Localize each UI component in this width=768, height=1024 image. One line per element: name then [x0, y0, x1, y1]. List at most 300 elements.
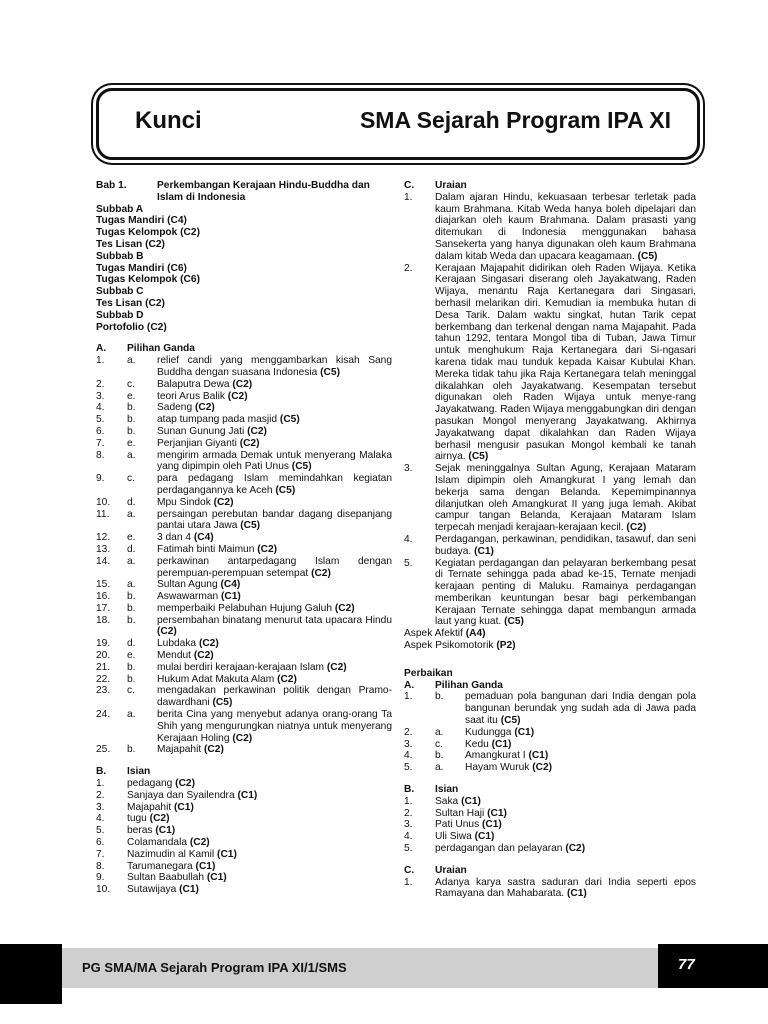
answer-option: a. [127, 555, 136, 567]
bab-label: Bab 1. [96, 180, 127, 191]
answer-row [96, 544, 392, 556]
answer-option: b. [127, 591, 136, 603]
pg-letter: A. [96, 343, 107, 355]
answer-row [96, 438, 392, 450]
answer-text-body: Sadeng [157, 402, 193, 414]
answer-level: (C5) [320, 366, 340, 378]
answer-row [404, 796, 696, 808]
subbab-list [96, 204, 392, 334]
answer-text-body: Aswawarman [157, 591, 219, 603]
answer-level: (C1) [237, 789, 258, 801]
answer-row [96, 603, 392, 615]
answer-row [96, 391, 392, 403]
answer-number: 5. [96, 825, 105, 837]
answer-text [127, 849, 392, 861]
answer-level: (C2) [326, 661, 347, 673]
answer-option: d. [127, 638, 136, 650]
answer-text-body: Colamandala [127, 837, 188, 849]
answer-number: 2. [96, 789, 105, 801]
answer-text [157, 509, 392, 533]
answer-row [96, 778, 392, 790]
answer-number: 8. [96, 860, 105, 872]
answer-row [404, 534, 696, 558]
subbab-item: Tugas Mandiri (C4) [96, 215, 187, 227]
answer-option: d. [127, 543, 136, 555]
answer-text [157, 450, 392, 474]
footer-left-block [0, 944, 62, 1004]
answer-option: d. [127, 496, 136, 508]
answer-option: b. [127, 414, 136, 426]
answer-level: (C2) [257, 543, 278, 555]
answer-row [96, 674, 392, 686]
answer-text [157, 556, 392, 580]
answer-text-body: Balaputra Dewa [157, 378, 230, 390]
answer-option: e. [127, 390, 136, 402]
answer-row [96, 884, 392, 896]
answer-text-body: atap tumpang pada masjid [157, 414, 278, 426]
answer-level: (C2) [204, 744, 224, 756]
answer-text-body: persembahan binatang menurut tata upacara Hindu [157, 614, 392, 626]
answer-text-body: perkawinan antarpedagang Islam dengan perempuan-perempuan setempat [157, 555, 392, 579]
answer-text [157, 544, 392, 556]
answer-row [96, 837, 392, 849]
answer-option: b. [127, 402, 136, 414]
answer-option: a. [435, 762, 444, 774]
answer-text [157, 414, 392, 426]
answer-text-body: memperbaiki Pelabuhan Hujung Galuh [157, 602, 332, 614]
uraian-title: Uraian [435, 180, 467, 191]
answer-number: 15. [96, 579, 111, 591]
answer-text [157, 402, 392, 414]
answer-number: 17. [96, 602, 111, 614]
answer-text-body: relief candi yang menggambarkan kisah Sang Buddha dengan suasana Indonesia [157, 355, 392, 378]
answer-option: b. [127, 744, 136, 756]
answer-number: 3. [404, 819, 413, 831]
answer-level: (C2) [247, 425, 267, 437]
answer-level: (C4) [220, 579, 241, 591]
answer-number: 4. [404, 533, 413, 545]
answer-option: a. [127, 449, 136, 461]
header-kunci: Kunci [135, 107, 202, 134]
answer-row [404, 843, 696, 855]
isian-title: Isian [127, 766, 151, 778]
pg-heading [96, 343, 392, 355]
answer-row [96, 426, 392, 438]
answer-level: (C1) [487, 807, 507, 819]
answer-text-body: Sultan Baabullah [127, 872, 205, 884]
answer-number: 23. [96, 685, 111, 697]
subbab-item: Subbab D [96, 309, 144, 321]
answer-number: 5. [96, 414, 105, 426]
answer-number: 14. [96, 555, 111, 567]
answer-text-body: Adanya karya sastra saduran dari India seperti epos Ramayana dan Mahabarata. [435, 876, 696, 900]
answer-row [96, 497, 392, 509]
subbab-item: Subbab B [96, 250, 144, 262]
answer-text-body: Sultan Agung [157, 579, 218, 591]
answer-number: 25. [96, 744, 111, 756]
left-column [96, 180, 392, 896]
answer-option: e. [127, 532, 136, 544]
answer-number: 19. [96, 638, 111, 650]
answer-level: (C2) [277, 673, 297, 685]
answer-text-body: Kegiatan perdagangan dan pelayaran berkembang pesat di Ternate sehingga pada abad ke-15, Ternate menjadi kerajaan penting di Maluku. Ramainya perdagangan memberikan keuntungan besar bagi perkembangan Kerajaan Ternate sehingga dapat membangun armada laut yang kuat. [435, 557, 696, 628]
answer-row [404, 691, 696, 726]
answer-text [435, 819, 696, 831]
answer-number: 10. [96, 496, 111, 508]
subbab-item: Tes Lisan (C2) [96, 238, 165, 250]
answer-number: 3. [404, 463, 413, 475]
answer-number: 3. [404, 738, 413, 750]
answer-text-body: Sejak meninggalnya Sultan Agung, Kerajaan Mataram Islam dipimpin oleh Amangkurat I yang lemah dan bekerja sama dengan Belanda. Kepemimpinannya dilanjutkan oleh Amangkurat II yang juga lemah. Akibat campur tangan Belanda, Kerajaan Mataram Islam terpecah menjadi kerajaan-kerajaan kecil. [435, 463, 696, 534]
answer-text [127, 813, 392, 825]
answer-number: 6. [96, 425, 105, 437]
p-pg-list [404, 691, 696, 774]
answer-text-body: Uli Siwa [435, 831, 472, 843]
answer-row [96, 685, 392, 709]
answer-text-body: Lubdaka [157, 638, 197, 650]
answer-number: 8. [96, 449, 105, 461]
answer-row [404, 463, 696, 534]
answer-row [96, 662, 392, 674]
answer-text-body: pedagang [127, 778, 173, 790]
header-title: SMA Sejarah Program IPA XI [359, 107, 671, 133]
answer-text-body: Mendut [157, 650, 191, 662]
answer-level: (C5) [212, 697, 233, 709]
answer-text [465, 762, 696, 774]
answer-text [157, 532, 392, 544]
answer-level: (C5) [500, 715, 521, 727]
answer-text [465, 750, 696, 762]
answer-text-body: Nazimudin al Kamil [127, 848, 215, 860]
answer-row [96, 509, 392, 533]
answer-text-body: Hukum Adat Makuta Alam [157, 673, 275, 685]
answer-level: (C5) [468, 451, 489, 463]
answer-text-body: Pati Unus [435, 819, 480, 831]
answer-row [96, 802, 392, 814]
p-uraian-heading: C. Uraian [404, 864, 467, 876]
answer-text [157, 438, 392, 450]
answer-text [157, 355, 392, 379]
footer-text: PG SMA/MA Sejarah Program IPA XI/1/SMS [82, 960, 347, 975]
answer-option: b. [435, 750, 444, 762]
answer-number: 1. [404, 691, 413, 703]
answer-level: (C2) [213, 496, 234, 508]
answer-option: a. [127, 508, 136, 520]
answer-level: (C1) [206, 872, 227, 884]
isian-letter: B. [96, 766, 107, 778]
answer-number: 3. [96, 801, 105, 813]
answer-text [157, 662, 392, 674]
answer-row [404, 739, 696, 751]
answer-text [435, 808, 696, 820]
p-uraian-list [404, 877, 696, 901]
perbaikan-heading: Perbaikan [404, 667, 453, 679]
answer-number: 1. [404, 191, 413, 203]
answer-text-body: Kedu [465, 738, 489, 750]
answer-text [157, 473, 392, 497]
answer-text [157, 497, 392, 509]
subbab-item: Subbab A [96, 203, 144, 215]
answer-level: (C5) [637, 250, 658, 262]
answer-number: 9. [96, 473, 105, 485]
answer-number: 10. [96, 884, 111, 896]
subbab-item: Tes Lisan (C2) [96, 297, 165, 309]
answer-text [127, 802, 392, 814]
answer-level: (C2) [193, 650, 214, 662]
answer-text [435, 877, 696, 901]
answer-level: (C1) [195, 860, 216, 872]
aspek-afektif: Aspek Afektif (A4) [404, 628, 486, 640]
answer-text-body: Fatimah binti Maimun [157, 543, 255, 555]
answer-text-body: Mpu Sindok [157, 496, 211, 508]
answer-row [404, 727, 696, 739]
answer-text [435, 192, 696, 263]
answer-level: (C2) [239, 437, 260, 449]
answer-option: b. [127, 602, 136, 614]
answer-row [96, 615, 392, 639]
answer-level: (C5) [279, 414, 300, 426]
answer-level: (C2) [334, 602, 355, 614]
answer-text-body: berita Cina yang menyebut adanya orang-orang Ta Shih yang mengurungkan niatnya untuk menyerang Kerajaan Holing [157, 709, 392, 744]
answer-number: 7. [96, 848, 105, 860]
answer-level: (C2) [198, 638, 219, 650]
answer-level: (C5) [240, 520, 261, 532]
answer-text-body: teori Arus Balik [157, 390, 225, 402]
answer-text [435, 558, 696, 629]
answer-level: (C5) [275, 484, 296, 496]
answer-text-body: Perdagangan, perkawinan, pendidikan, tasawuf, dan seni budaya. [435, 533, 696, 557]
answer-text-body: Sanjaya dan Syailendra [127, 789, 235, 801]
answer-row [96, 790, 392, 802]
answer-text-body: Hayam Wuruk [465, 762, 530, 774]
answer-row [96, 861, 392, 873]
answer-level: (C2) [227, 390, 248, 402]
answer-row [96, 638, 392, 650]
answer-text [435, 843, 696, 855]
answer-row [404, 819, 696, 831]
subbab-item: Portofolio (C2) [96, 321, 167, 333]
answer-level: (C2) [232, 378, 253, 390]
answer-row [96, 813, 392, 825]
isian-heading [96, 766, 392, 778]
answer-number: 4. [404, 750, 413, 762]
answer-option: b. [127, 661, 136, 673]
answer-number: 22. [96, 673, 111, 685]
pg-title: Pilihan Ganda [127, 343, 195, 355]
answer-text-body: Kudungga [465, 726, 512, 738]
answer-text [157, 709, 392, 744]
answer-level: (C1) [566, 888, 587, 900]
answer-text-body: mengadakan perkawinan politik dengan Pramo-dawardhani [157, 685, 392, 709]
answer-text [435, 831, 696, 843]
answer-text-body: Sutawijaya [127, 884, 177, 896]
answer-text-body: Amangkurat I [465, 750, 526, 762]
pg-list [96, 355, 392, 756]
answer-level: (C2) [311, 567, 331, 579]
answer-text [157, 615, 392, 639]
answer-level: (C1) [474, 545, 494, 557]
answer-text-body: perdagangan dan pelayaran [435, 843, 563, 855]
uraian-heading [404, 180, 696, 192]
p-isian-heading: B. Isian [404, 784, 459, 796]
answer-row [404, 192, 696, 263]
answer-text [157, 603, 392, 615]
answer-row [96, 650, 392, 662]
answer-level: (C1) [221, 591, 241, 603]
subbab-item: Tugas Kelompok (C6) [96, 274, 200, 286]
answer-text [465, 691, 696, 726]
answer-number: 12. [96, 532, 111, 544]
answer-text-body: Tarumanegara [127, 860, 193, 872]
answer-text-body: Kerajaan Majapahit didirikan oleh Raden Wijaya. Ketika Kerajaan Singasari diserang oleh Jayakatwang, Raden Wijaya, menantu Raja Kertanegara dari Singasari, berhasil melarikan diri. Kemudian ia membuka hutan di Desa Tarik. Dalam waktu singkat, hutan Tarik cepat berkembang dan terkenal dengan nama Majapahit. Pada tahun 1292, tentara Mongol tiba di Tuban, Jawa Timur untuk menghukum Raja Kertanegara dari Si-ngasari karena tidak mau tunduk kepada Kaisar Kubulai Khan. Mereka tidak tahu jika Raja Kertanegara telah meninggal dikalahkan oleh Jayakatwang. Kesempatan tersebut digunakan oleh Raden Wijaya untuk menye-rang Jayakatwang. Raden Wijaya menggabungkan diri dengan pasukan Mongol menyerang Jayakatwang. Akhirnya Jayakatwang dapat dikalahkan dan Raden Wijaya berhasil mengusir pasukan Mongol kembali ke tanah airnya. [435, 262, 696, 463]
answer-level: (C2) [189, 837, 210, 849]
answer-text-body: mengirim armada Demak untuk menyerang Malaka yang dipimpin oleh Pati Unus [157, 449, 392, 473]
answer-text [127, 825, 392, 837]
answer-number: 5. [404, 843, 413, 855]
answer-row [404, 762, 696, 774]
answer-text-body: beras [127, 825, 153, 837]
answer-option: e. [127, 437, 136, 449]
answer-number: 5. [404, 557, 413, 569]
answer-text [127, 778, 392, 790]
answer-level: (C1) [179, 884, 199, 896]
answer-option: b. [127, 425, 136, 437]
answer-text-body: pemaduan pola bangunan dari India dengan pola bangunan berundak yng sudah ada di Jawa pada saat itu [465, 691, 696, 727]
answer-row [96, 414, 392, 426]
answer-row [96, 473, 392, 497]
answer-option: e. [127, 650, 136, 662]
answer-level: (C5) [504, 616, 524, 628]
answer-text [157, 744, 392, 756]
answer-number: 2. [404, 262, 413, 274]
answer-number: 5. [404, 762, 413, 774]
answer-text [127, 872, 392, 884]
answer-row [96, 402, 392, 414]
answer-level: (C1) [491, 738, 512, 750]
answer-level: (C2) [157, 626, 177, 638]
answer-text-body: Saka [435, 795, 459, 807]
answer-text [465, 739, 696, 751]
answer-number: 9. [96, 872, 105, 884]
answer-number: 11. [96, 508, 110, 520]
answer-text [157, 591, 392, 603]
answer-level: (C1) [155, 825, 176, 837]
answer-text [157, 674, 392, 686]
subbab-item: Tugas Kelompok (C2) [96, 227, 200, 239]
answer-number: 4. [96, 813, 105, 825]
answer-text-body: mulai berdiri kerajaan-kerajaan Islam [157, 661, 325, 673]
answer-row [404, 831, 696, 843]
uraian-list [404, 192, 696, 628]
answer-row [96, 849, 392, 861]
answer-level: (C1) [514, 726, 535, 738]
answer-text-body: Majapahit [127, 801, 172, 813]
answer-text [127, 861, 392, 873]
answer-number: 4. [96, 402, 105, 414]
answer-number: 13. [96, 543, 111, 555]
answer-row [96, 872, 392, 884]
answer-text [465, 727, 696, 739]
answer-text [157, 638, 392, 650]
answer-row [96, 579, 392, 591]
footer-right-block [658, 944, 768, 988]
answer-row [96, 450, 392, 474]
answer-option: b. [435, 691, 444, 703]
answer-number: 6. [96, 837, 105, 849]
uraian-letter: C. [404, 180, 415, 191]
answer-text-body: Majapahit [157, 744, 202, 756]
answer-text [157, 579, 392, 591]
answer-row [96, 355, 392, 379]
answer-number: 7. [96, 437, 105, 449]
p-isian-list [404, 796, 696, 855]
answer-number: 1. [96, 778, 105, 790]
answer-text [127, 884, 392, 896]
answer-text-body: Sultan Haji [435, 807, 485, 819]
answer-level: (C2) [532, 762, 553, 774]
isian-list [96, 778, 392, 896]
answer-number: 4. [404, 831, 413, 843]
answer-option: c. [127, 378, 135, 390]
answer-level: (C2) [175, 778, 195, 790]
answer-number: 1. [404, 876, 413, 888]
answer-row [404, 877, 696, 901]
answer-option: c. [127, 685, 135, 697]
answer-option: c. [435, 738, 443, 750]
answer-text-body: Perjanjian Giyanti [157, 437, 237, 449]
answer-level: (C2) [232, 732, 253, 744]
answer-number: 21. [96, 661, 111, 673]
answer-level: (C1) [461, 795, 481, 807]
answer-text [127, 837, 392, 849]
answer-text-body: tugu [127, 813, 147, 825]
right-column [404, 180, 696, 900]
answer-row [404, 750, 696, 762]
answer-text [435, 796, 696, 808]
answer-row [96, 379, 392, 391]
answer-level: (C4) [193, 532, 214, 544]
p-pg-heading: A. Pilihan Ganda [404, 679, 503, 691]
answer-option: b. [127, 614, 136, 626]
answer-option: a. [127, 355, 136, 367]
bab-heading [96, 180, 392, 204]
answer-row [96, 556, 392, 580]
answer-row [404, 263, 696, 464]
subbab-item: Tugas Mandiri (C6) [96, 262, 187, 274]
answer-level: (C2) [194, 402, 215, 414]
answer-level: (C1) [174, 801, 194, 813]
answer-number: 3. [96, 390, 105, 402]
answer-row [96, 709, 392, 744]
answer-number: 20. [96, 650, 111, 662]
answer-level: (C1) [482, 819, 502, 831]
answer-text-body: para pedagang Islam memindahkan kegiatan perdagangannya ke Aceh [157, 473, 392, 496]
bab-title: Perkembangan Kerajaan Hindu-Buddha dan Islam di Indonesia [157, 180, 370, 203]
answer-level: (C2) [565, 843, 586, 855]
answer-number: 24. [96, 709, 111, 721]
answer-number: 1. [404, 795, 413, 807]
answer-text-body: persaingan perebutan bandar dagang disepanjang pantai utara Jawa [157, 508, 392, 532]
answer-row [96, 744, 392, 756]
answer-number: 16. [96, 591, 111, 603]
answer-number: 2. [96, 378, 105, 390]
answer-level: (C1) [474, 831, 495, 843]
answer-text [435, 263, 696, 464]
answer-text [127, 790, 392, 802]
answer-text [157, 379, 392, 391]
answer-text [157, 426, 392, 438]
answer-level: (C2) [149, 813, 170, 825]
